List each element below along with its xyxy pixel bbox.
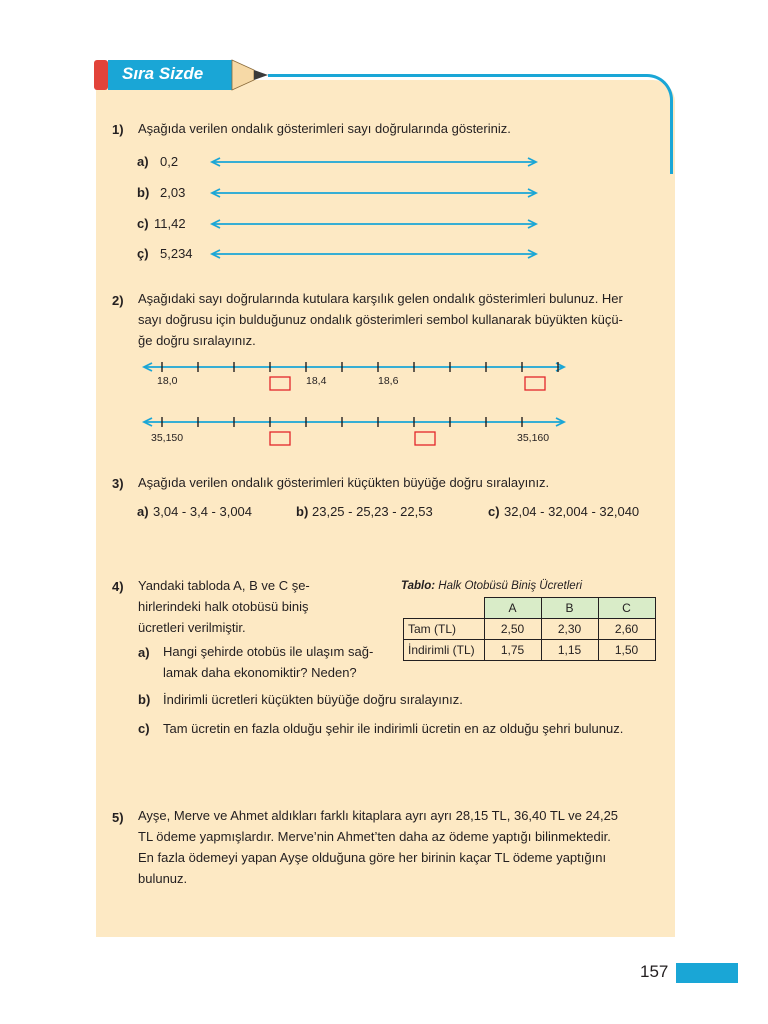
table-cell: 1,15 — [541, 640, 598, 661]
number-line-label: 35,160 — [517, 432, 550, 444]
q1-item-label: b) — [137, 185, 150, 200]
table-caption — [401, 580, 582, 592]
q3-number: 3) — [112, 476, 124, 491]
number-line-label: 35,150 — [151, 432, 184, 444]
q1-number: 1) — [112, 122, 124, 137]
q4-sub-label: c) — [138, 721, 150, 736]
table-row — [404, 640, 656, 661]
table-cell: 1,75 — [484, 640, 541, 661]
table-row — [404, 619, 656, 640]
q2-number: 2) — [112, 293, 124, 308]
section-title: Sıra Sizde — [122, 64, 204, 83]
q4-intro-line: hirlerindeki halk otobüsü biniş — [138, 599, 309, 614]
q4-intro-line: Yandaki tabloda A, B ve C şe- — [138, 578, 310, 593]
table-caption-text: Halk Otobüsü Biniş Ücretleri — [438, 580, 583, 592]
table-row-label: Tam (TL) — [404, 619, 485, 640]
page-number: 157 — [640, 962, 669, 981]
q3-item-label: b) — [296, 504, 309, 519]
q5-text-line: bulunuz. — [138, 871, 188, 886]
q4a-text-line: lamak daha ekonomiktir? Neden? — [163, 665, 357, 680]
fare-table — [403, 597, 656, 661]
q4-sub-label: b) — [138, 692, 151, 707]
q1-item-value: 11,42 — [154, 216, 186, 231]
number-line-label: 18,0 — [157, 375, 178, 387]
table-col-header: C — [598, 598, 655, 619]
q1-item-label: a) — [137, 154, 149, 169]
table-cell: 2,50 — [484, 619, 541, 640]
q5-text-line: Ayşe, Merve ve Ahmet aldıkları farklı kitaplara ayrı ayrı 28,15 TL, 36,40 TL ve 24,25 — [138, 808, 619, 823]
q2-text-line: Aşağıdaki sayı doğrularında kutulara karşılık gelen ondalık gösterimleri bulunuz. Her — [138, 291, 623, 306]
q3-item-value: 32,04 - 32,004 - 32,040 — [504, 504, 640, 519]
number-line-label: 18,6 — [378, 375, 399, 387]
q1-text: Aşağıda verilen ondalık gösterimleri sayı doğrularında gösteriniz. — [138, 121, 511, 136]
table-header-row — [404, 598, 656, 619]
table-corner — [404, 598, 485, 619]
q4b-text: İndirimli ücretleri küçükten büyüğe doğru sıralayınız. — [163, 692, 463, 707]
table-cell: 2,60 — [598, 619, 655, 640]
table-col-header: B — [541, 598, 598, 619]
q1-item-label: ç) — [137, 246, 149, 261]
q2-text-line: sayı doğrusu için bulduğunuz ondalık gösterimleri sembol kullanarak büyükten küçü- — [138, 312, 623, 327]
q4-intro-line: ücretleri verilmiştir. — [138, 620, 246, 635]
table-caption-prefix: Tablo: — [401, 580, 436, 592]
q2-number-lines — [140, 355, 570, 455]
q4c-text: Tam ücretin en fazla olduğu şehir ile indirimli ücretin en az olduğu şehri bulunuz. — [163, 721, 624, 736]
q1-item-value: 0,2 — [160, 154, 179, 169]
table-cell: 2,30 — [541, 619, 598, 640]
q5-text-line: En fazla ödemeyi yapan Ayşe olduğuna göre her birinin kaçar TL ödeme yaptığını — [138, 850, 607, 865]
table-cell: 1,50 — [598, 640, 655, 661]
q3-item-label: c) — [488, 504, 500, 519]
table-row-label: İndirimli (TL) — [404, 640, 485, 661]
q3-item-value: 3,04 - 3,4 - 3,004 — [153, 504, 253, 519]
q1-item-label: c) — [137, 216, 149, 231]
q3-text: Aşağıda verilen ondalık gösterimleri küçükten büyüğe doğru sıralayınız. — [138, 475, 550, 490]
q1-item-value: 5,234 — [160, 246, 193, 261]
q5-number: 5) — [112, 810, 124, 825]
page-number-bar — [676, 963, 738, 983]
q3-item-label: a) — [137, 504, 149, 519]
q5-text-line: TL ödeme yapmışlardır. Merve’nin Ahmet’ten daha az ödeme yaptığı bilinmektedir. — [138, 829, 611, 844]
q4a-text-line: Hangi şehirde otobüs ile ulaşım sağ- — [163, 644, 374, 659]
q1-item-value: 2,03 — [160, 185, 186, 200]
number-line-label: 18,4 — [306, 375, 327, 387]
table-col-header: A — [484, 598, 541, 619]
q4-sub-label: a) — [138, 645, 150, 660]
q4-number: 4) — [112, 579, 124, 594]
q3-item-value: 23,25 - 25,23 - 22,53 — [312, 504, 433, 519]
q1-number-lines — [200, 150, 550, 270]
q2-text-line: ğe doğru sıralayınız. — [138, 333, 256, 348]
